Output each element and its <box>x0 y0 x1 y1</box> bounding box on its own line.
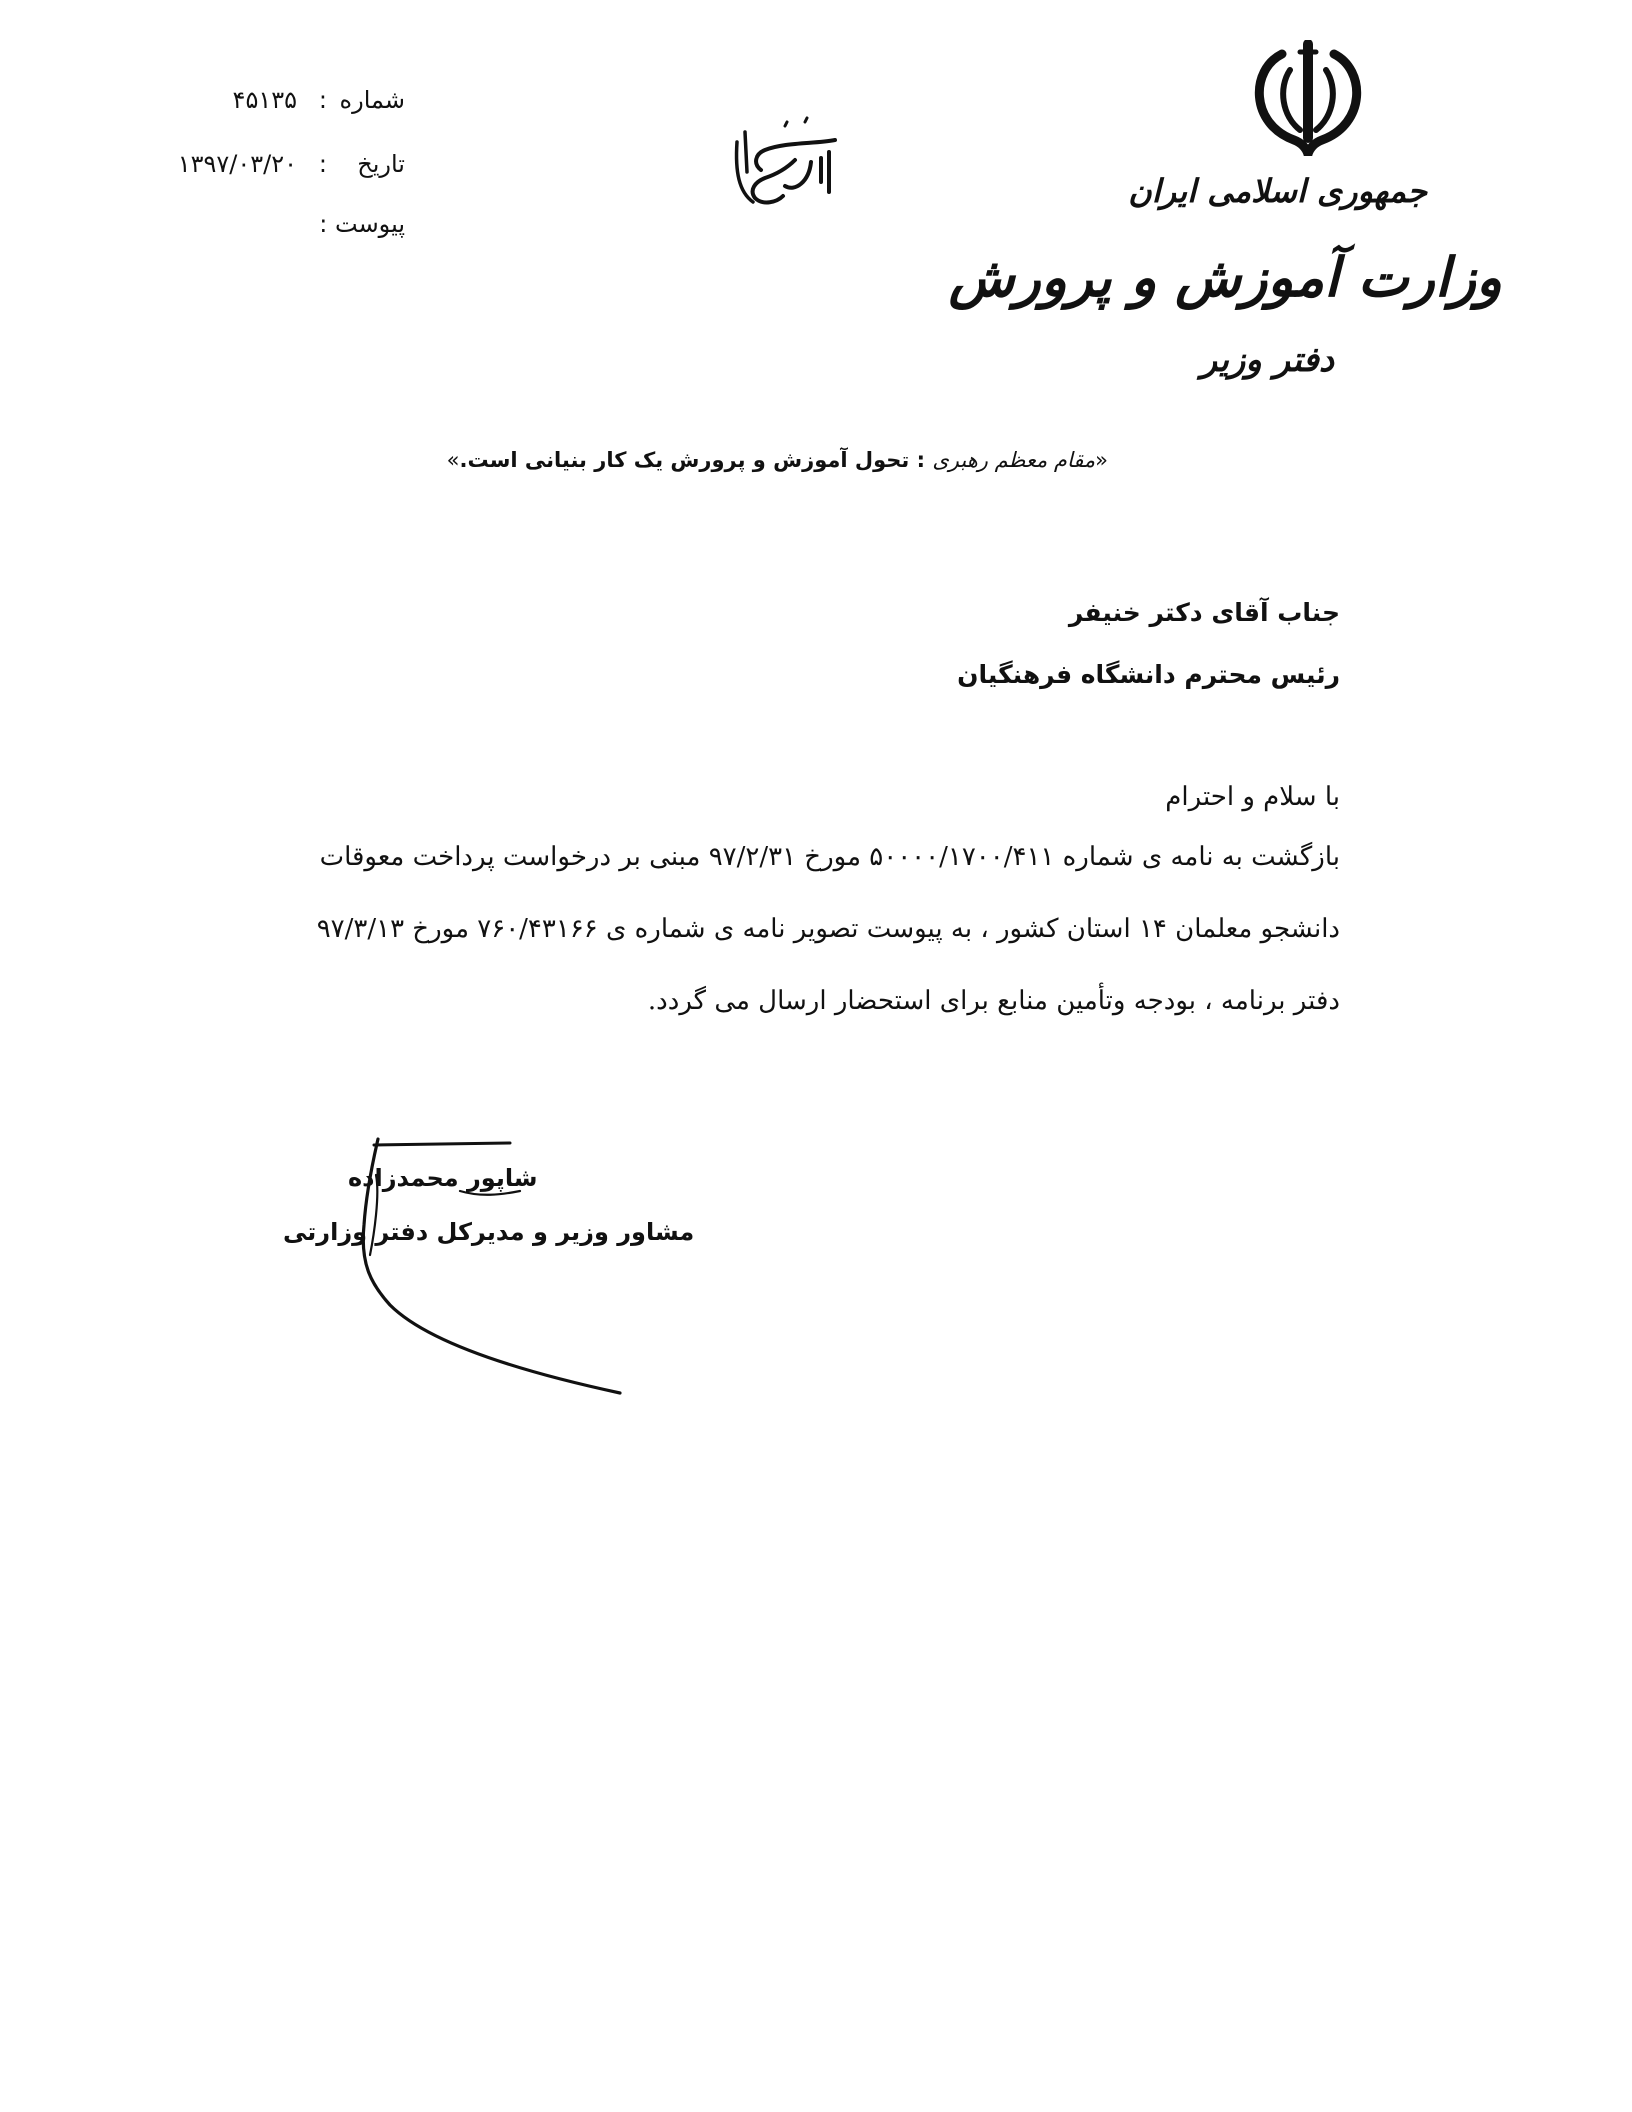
recipient-name: جناب آقای دکتر خنیفر <box>1068 598 1340 627</box>
invocation-calligraphy-icon <box>725 112 843 214</box>
quote-speaker: مقام معظم رهبری <box>932 448 1096 472</box>
body-line-3: دفتر برنامه ، بودجه وتأمین منابع برای استحضار ارسال می گردد. <box>647 986 1340 1016</box>
body-line-2: دانشجو معلمان ۱۴ استان کشور ، به پیوست تصویر نامه ی شماره ی ۷۶۰/۴۳۱۶۶ مورخ ۹۷/۳/۱۳ <box>316 914 1340 944</box>
letter-date-row <box>175 150 405 182</box>
letter-attachment-label: پیوست : <box>319 210 405 238</box>
republic-title: جمهوری اسلامی ایران <box>1128 172 1427 210</box>
quote-text: تحول آموزش و پرورش یک کار بنیانی است. <box>459 448 910 472</box>
quote-close: » <box>446 448 460 472</box>
greeting: با سلام و احترام <box>1165 782 1340 812</box>
letter-number-colon: : <box>318 86 327 114</box>
leader-quote <box>448 448 1108 472</box>
quote-separator: : <box>909 448 933 472</box>
letter-attachment-row <box>175 210 405 242</box>
iran-emblem-icon <box>1242 40 1374 156</box>
recipient-title: رئیس محترم دانشگاه فرهنگیان <box>957 660 1340 689</box>
signatory-title: مشاور وزیر و مدیرکل دفتر وزارتی <box>283 1218 695 1246</box>
letter-number-row <box>175 86 405 118</box>
letter-date-label: تاریخ <box>357 150 405 178</box>
quote-open: « <box>1095 448 1108 472</box>
letter-date-colon: : <box>318 150 327 178</box>
iran-emblem <box>1242 40 1374 156</box>
letter-number-value: ۴۵۱۳۵ <box>232 86 297 114</box>
invocation-calligraphy <box>725 112 843 214</box>
body-line-1: بازگشت به نامه ی شماره ۵۰۰۰۰/۱۷۰۰/۴۱۱ مورخ ۹۷/۲/۳۱ مبنی بر درخواست پرداخت معوقات <box>319 842 1340 872</box>
letter-number-label: شماره <box>339 86 405 114</box>
signatory-name: شاپور محمدزاده <box>348 1164 538 1192</box>
office-title: دفتر وزیر <box>1200 340 1334 380</box>
ministry-title: وزارت آموزش و پرورش <box>948 245 1502 309</box>
letter-date-value: ۱۳۹۷/۰۳/۲۰ <box>177 150 297 178</box>
